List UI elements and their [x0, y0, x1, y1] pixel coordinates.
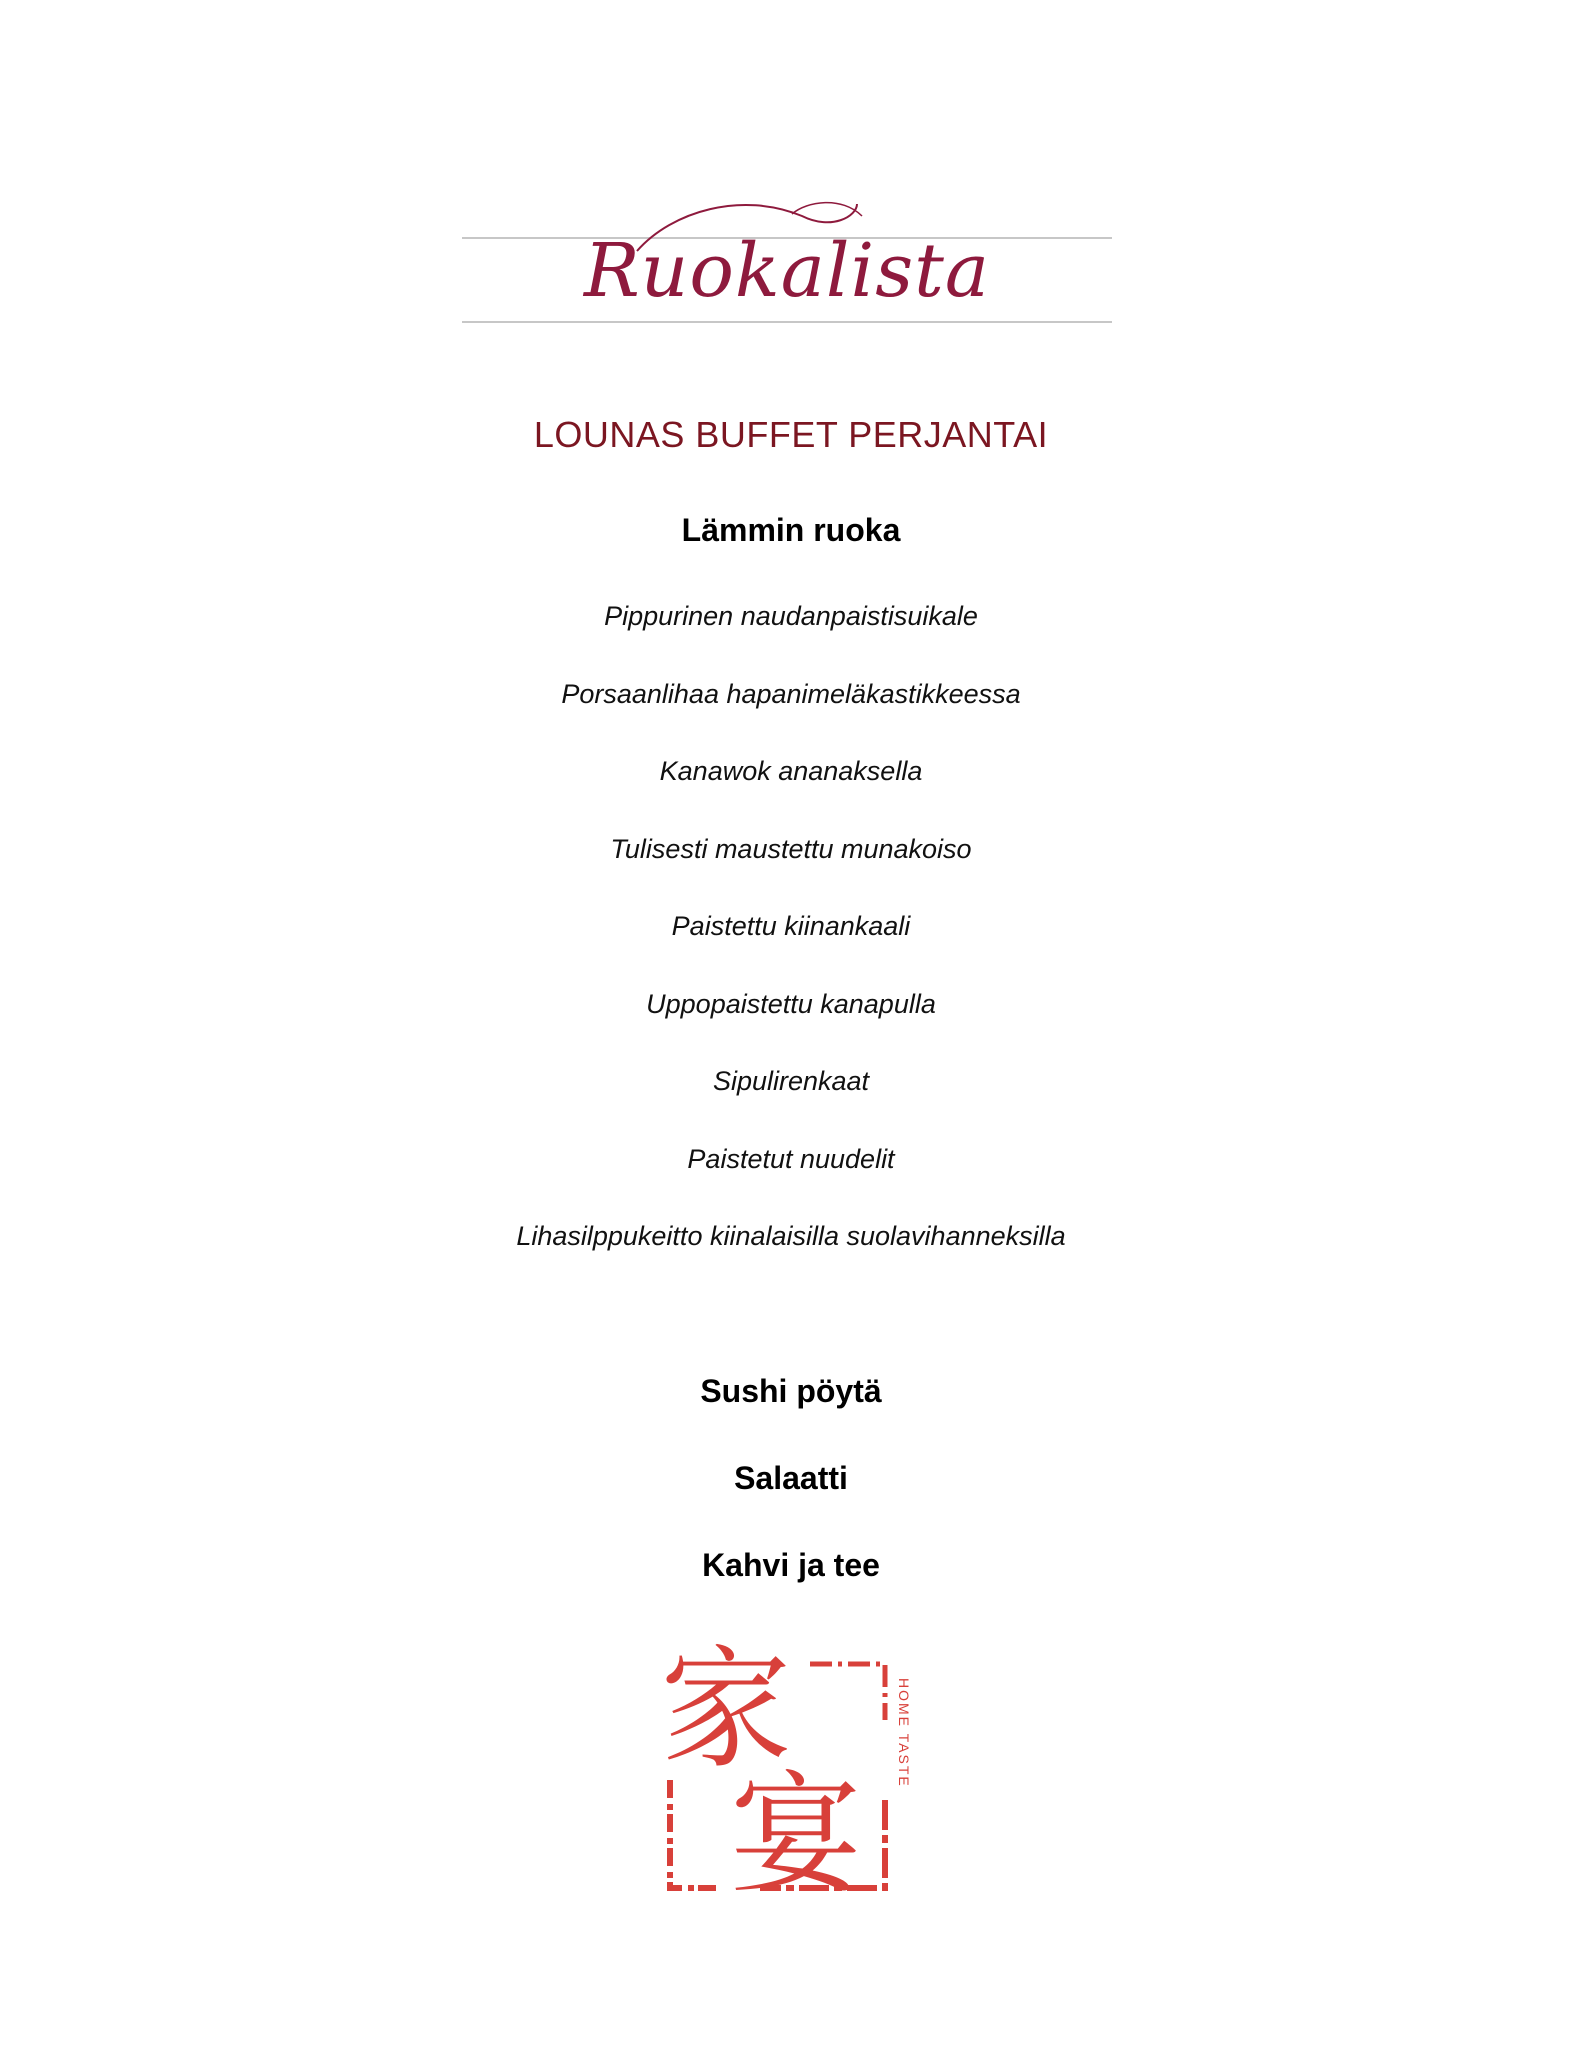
- section-title-salad: Salaatti: [734, 1460, 848, 1496]
- section-title-coffee-tea: Kahvi ja tee: [702, 1547, 880, 1583]
- menu-script-title: Ruokalista: [583, 228, 991, 314]
- dish-item: Uppopaistettu kanapulla: [646, 988, 936, 1019]
- dish-item: Pippurinen naudanpaistisuikale: [604, 601, 978, 631]
- home-taste-seal-logo: [660, 1630, 922, 1900]
- dish-item: Lihasilppukeitto kiinalaisilla suolavihanneksilla: [516, 1221, 1066, 1251]
- menu-heading: LOUNAS BUFFET PERJANTAI: [533, 414, 1049, 455]
- seal-glyph-home: 家: [660, 1633, 792, 1787]
- seal-glyph-banquet: 宴: [730, 1758, 862, 1900]
- dish-item: Paistettu kiinankaali: [671, 911, 911, 941]
- hot-food-list: [0, 598, 1582, 1296]
- dish-item: Kanawok ananaksella: [659, 756, 923, 786]
- menu-title-band: [462, 196, 1112, 324]
- dish-item: Sipulirenkaat: [712, 1066, 870, 1096]
- title-bottom-rule: [462, 321, 1112, 323]
- seal-vertical-text: HOME TASTE: [896, 1678, 912, 1788]
- dish-item: Paistetut nuudelit: [687, 1143, 895, 1174]
- dish-item: Tulisesti maustettu munakoiso: [610, 833, 972, 864]
- section-title-hot-food: Lämmin ruoka: [681, 512, 901, 548]
- dish-item: Porsaanlihaa hapanimeläkastikkeessa: [561, 678, 1021, 709]
- section-title-sushi: Sushi pöytä: [700, 1373, 882, 1409]
